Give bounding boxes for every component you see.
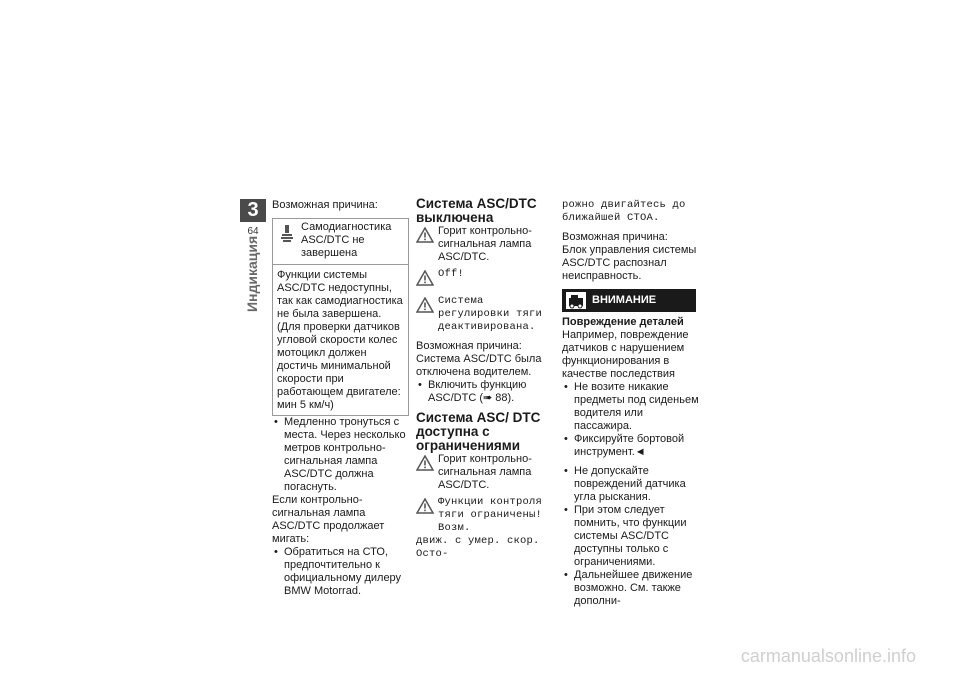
list-item: • Не допускайте повреждений датчика угла рыскания. [562,465,702,504]
list-item: • Обратиться на СТО, предпочтительно к официальному дилеру BMW Motorrad. [272,546,412,598]
column-2 [416,197,556,561]
box-bottom-text: Функции системы ASC/DTC недоступны, так как самодиагностика не была завершена. (Для проверки датчиков угловой скорости колес мотоцикл должен достичь минимальной скорости при работающем двигателе: мин 5 км/ч) [277,269,403,411]
watermark: carmanualsonline.info [740,646,916,666]
cause-text: Система ASC/DTC была отключена водителем. [416,353,542,378]
column-3 [562,199,702,608]
display-message: Функции контроля тяги ограничены! Возм. [438,496,543,534]
section-heading: Система ASC/DTC выключена [416,196,537,225]
column-1 [272,199,412,598]
section-heading: Система ASC/ DTC доступна с ограничениями [416,410,541,453]
list-item: • Не возите никакие предметы под сиденьем водителя или пассажира. [562,381,702,433]
warning-triangle-icon [416,498,434,514]
diagnostic-box [272,218,409,416]
warning-triangle-icon [416,270,434,286]
cause-label: Возможная причина: [416,340,522,352]
lamp-text: Горит контрольно-сигнальная лампа ASC/DTC. [438,453,532,491]
list-item: • Фиксируйте бортовой инструмент.◄ [562,433,702,459]
list-item: • Включить функцию ASC/DTC (➠ 88). [416,379,556,405]
display-off: Off! [438,268,465,280]
cause-label: Возможная причина: [562,231,668,243]
display-message-cont: рожно двигайтесь до ближайшей СТОА. [562,199,686,224]
display-message-cont: движ. с умер. скор. Осто- [416,535,540,560]
list-item: • Дальнейшее движение возможно. См. также дополни- [562,569,702,608]
display-message: Система регулировки тяги деактивирована. [438,295,543,333]
warning-heading: Повреждение деталей [562,316,684,328]
warning-label: ВНИМАНИЕ [592,294,657,306]
lamp-text: Горит контрольно-сигнальная лампа ASC/DTC. [438,225,532,263]
warning-text: Например, повреждение датчиков с нарушением функционирования в качестве последствия [562,329,689,380]
box-top-text: Самодиагностика ASC/DTC не завершена [301,221,392,259]
warning-sign-icon [566,292,586,309]
list-item: • При этом следует помнить, что функции системы ASC/DTC доступны только с ограничениями. [562,504,702,569]
diagnostic-lamp-icon [279,223,295,245]
cause-text: Блок управления системы ASC/DTC распознал неисправность. [562,244,697,282]
warning-triangle-icon [416,297,434,313]
warning-triangle-icon [416,455,434,471]
chapter-number: 3 [240,199,266,222]
warning-bar [562,289,696,312]
cause-label: Возможная причина: [272,199,378,211]
chapter-title: Индикация [244,235,260,312]
warning-triangle-icon [416,227,434,243]
page-number: 64 [247,226,259,237]
list-item: • Медленно тронуться с места. Через несколько метров контрольно-сигнальная лампа ASC/DTC должна погаснуть. [272,416,412,494]
paragraph: Если контрольно-сигнальная лампа ASC/DTC продолжает мигать: [272,494,385,545]
